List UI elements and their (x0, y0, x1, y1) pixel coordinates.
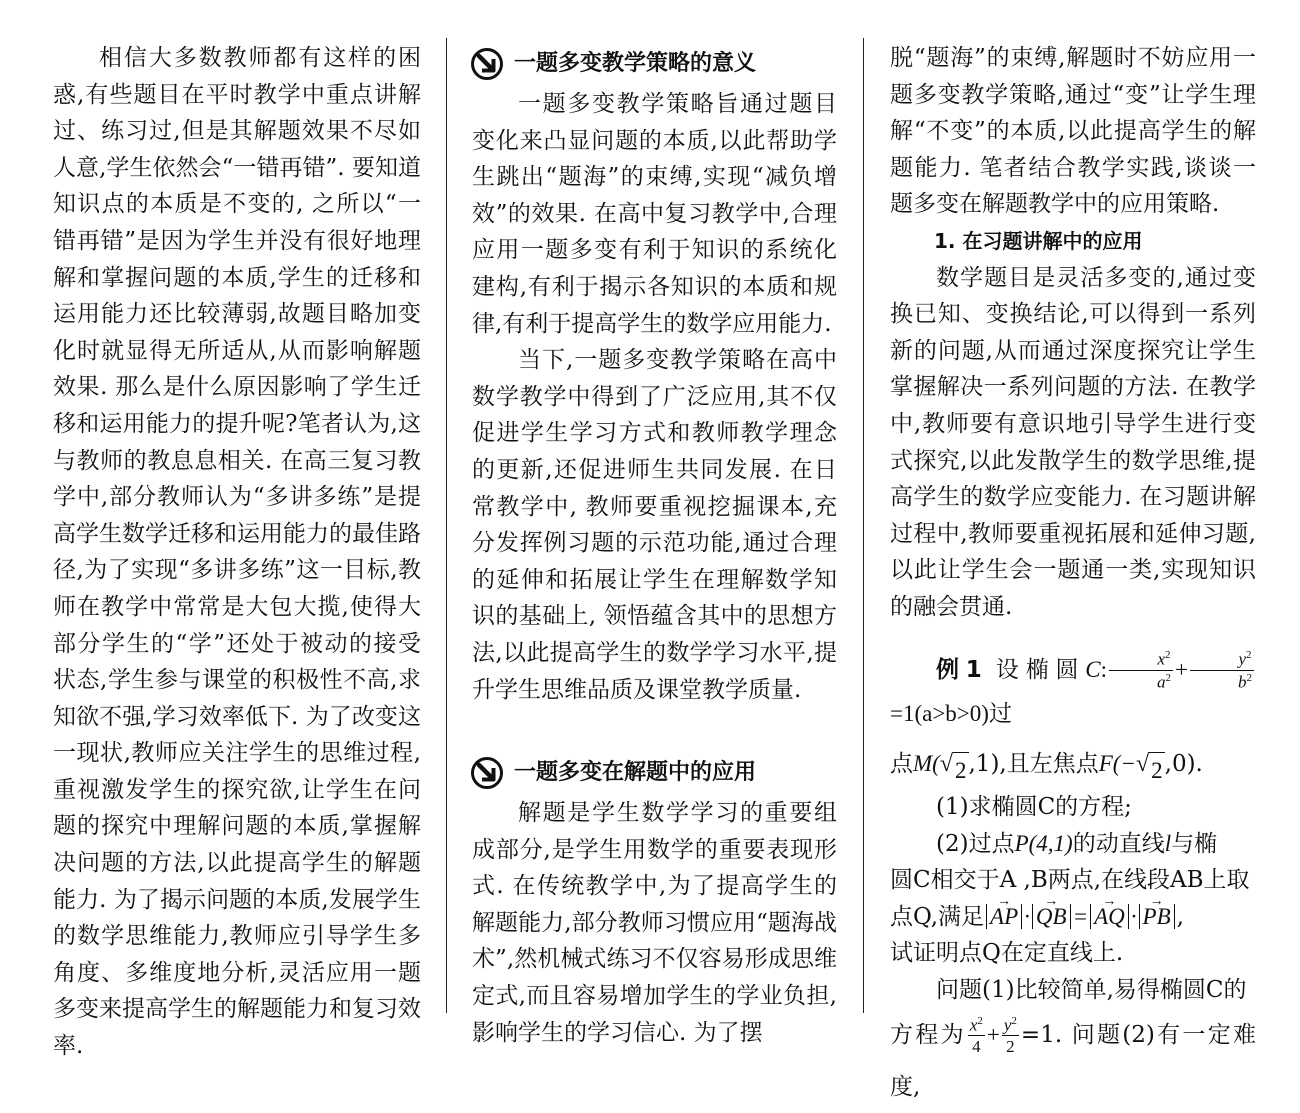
question-2-line-2: 圆C相交于A ,B两点,在线段AB上取 (890, 867, 1250, 894)
section-heading-application (470, 751, 837, 795)
example-1-points: 点M( √ 2 ,1),且左焦点F(− √ 2 ,0). (890, 746, 1256, 790)
section-heading-text: 一题多变教学策略的意义 (514, 50, 757, 76)
column-left (53, 40, 421, 1065)
column-divider-left (446, 38, 447, 1013)
fraction-y2-b2: $\frac{y^2}{b^2}$ (1190, 650, 1254, 690)
fraction-y2-2: $\frac{y^2}{2}$ (1003, 1014, 1017, 1057)
vector-equation: → AP ·→ QB =→ AQ ·→ PB (984, 904, 1177, 929)
section-arrow-icon (470, 47, 504, 81)
fraction-x2-a2: $\frac{x^2}{a^2}$ (1109, 650, 1173, 690)
section-heading-text: 一题多变在解题中的应用 (514, 759, 757, 785)
exercise-paragraph: 数学题目是灵活多变的,通过变换已知、变换结论,可以得到一系列新的问题,从而通过深度探究让学生掌握解决一系列问题的方法. 在教学中,教师要有意识地引导学生进行变式探究,以此发散学生的数学思维,提高学生的数学应变能力. 在习题讲解过程中,教师要重视拓展和延伸习题, 以此让学生会一题通一类,实现知识的融会贯通. (890, 264, 1256, 620)
application-paragraph: 解题是学生数学学习的重要组成部分,是学生用数学的重要表现形式. 在传统教学中,为了提高学生的解题能力,部分教师习惯应用“题海战术”,然机械式练习不仅容易形成思维定式,而且容易增加学生的学业负担,影响学生的学习信心. 为了摆 (472, 800, 837, 1046)
significance-paragraph-1: 一题多变教学策略旨通过题目变化来凸显问题的本质,以此帮助学生跳出“题海”的束缚,实现“减负增效”的效果. 在高中复习教学中,合理应用一题多变有利于知识的系统化建构,有利于揭示各知识的本质和规律,有利于提高学生的数学应用能力. (472, 91, 837, 337)
sqrt-2: √ 2 (940, 752, 969, 790)
column-right (890, 40, 1256, 1113)
question-2-line-3: 点Q,满足→ AP ·→ QB =→ AQ ·→ PB , (890, 899, 1256, 936)
significance-paragraph-2: 当下,一题多变教学策略在高中数学教学中得到了广泛应用,其不仅促进学生学习方式和教师教学理念的更新,还促进师生共同发展. 在日常教学中, 教师要重视挖掘课本,充分发挥例习题的示范功能,通过合理的延伸和拓展让学生在理解数学知识的基础上, 领悟蕴含其中的思想方法,以此提高学生的数学学习水平,提升学生思维品质及课堂教学质量. (472, 347, 837, 703)
section-heading-significance (470, 42, 837, 86)
question-1: (1)求椭圆C的方程; (936, 794, 1132, 821)
subsection-heading: 1. 在习题讲解中的应用 (934, 228, 1143, 253)
answer-line-1: 问题(1)比较简单,易得椭圆C的 (936, 977, 1247, 1004)
question-2-line-1: (2)过点P(4,1)的动直线l与椭 (936, 830, 1218, 857)
intro-paragraph: 相信大多数教师都有这样的困惑,有些题目在平时教学中重点讲解过、练习过,但是其解题效果不尽如人意,学生依然会“一错再错”. 要知道知识点的本质是不变的, 之所以“一错再错”是因为学生并没有很好地理解和掌握问题的本质,学生的迁移和运用能力还比较薄弱,故题目略加变化时就显得无所适从,从而影响解题效果. 那么是什么原因影响了学生迁移和运用能力的提升呢?笔者认为,这与教师的教息息相关. 在高三复习教学中,部分教师认为“多讲多练”是提高学生数学迁移和运用能力的最佳路径,为了实现“多讲多练”这一目标,教师在教学中常常是大包大揽,使得大部分学生的“学”还处于被动的接受状态,学生参与课堂的积极性不高,求知欲不强,学习效率低下. 为了改变这一现状,教师应关注学生的思维过程,重视激发学生的探究欲,让学生在问题的探究中理解问题的本质,掌握解决问题的方法,以此提高学生的解题能力. 为了揭示问题的本质,发展学生的数学思维能力,教师应引导学生多角度、多维度地分析,灵活应用一题多变来提高学生的解题能力和复习效率. (53, 45, 421, 1060)
sqrt-2: √ 2 (1136, 752, 1165, 790)
section-arrow-icon (470, 756, 504, 790)
example-1-statement: 例1 设椭圆C: $\frac{x^2}{a^2}$ + $\frac{y^2}{b^2}$ =1(a>b>0)过 (890, 649, 1252, 726)
fraction-x2-4: $\frac{x^2}{4}$ (969, 1014, 983, 1057)
answer-line-2: 方程为 $\frac{x^2}{4}$ + $\frac{y^2}{2}$ =1. 问题(2)有一定难度, (890, 1014, 1256, 1100)
question-2-line-4: 试证明点Q在定直线上. (890, 940, 1124, 967)
column-middle (472, 40, 837, 1051)
column-divider-right (863, 38, 864, 1013)
example-label: 例1 (936, 656, 982, 683)
continuation-paragraph: 脱“题海”的束缚,解题时不妨应用一题多变教学策略,通过“变”让学生理解“不变”的本质,以此提高学生的解题能力. 笔者结合教学实践,谈谈一题多变在解题教学中的应用策略. (890, 45, 1256, 218)
